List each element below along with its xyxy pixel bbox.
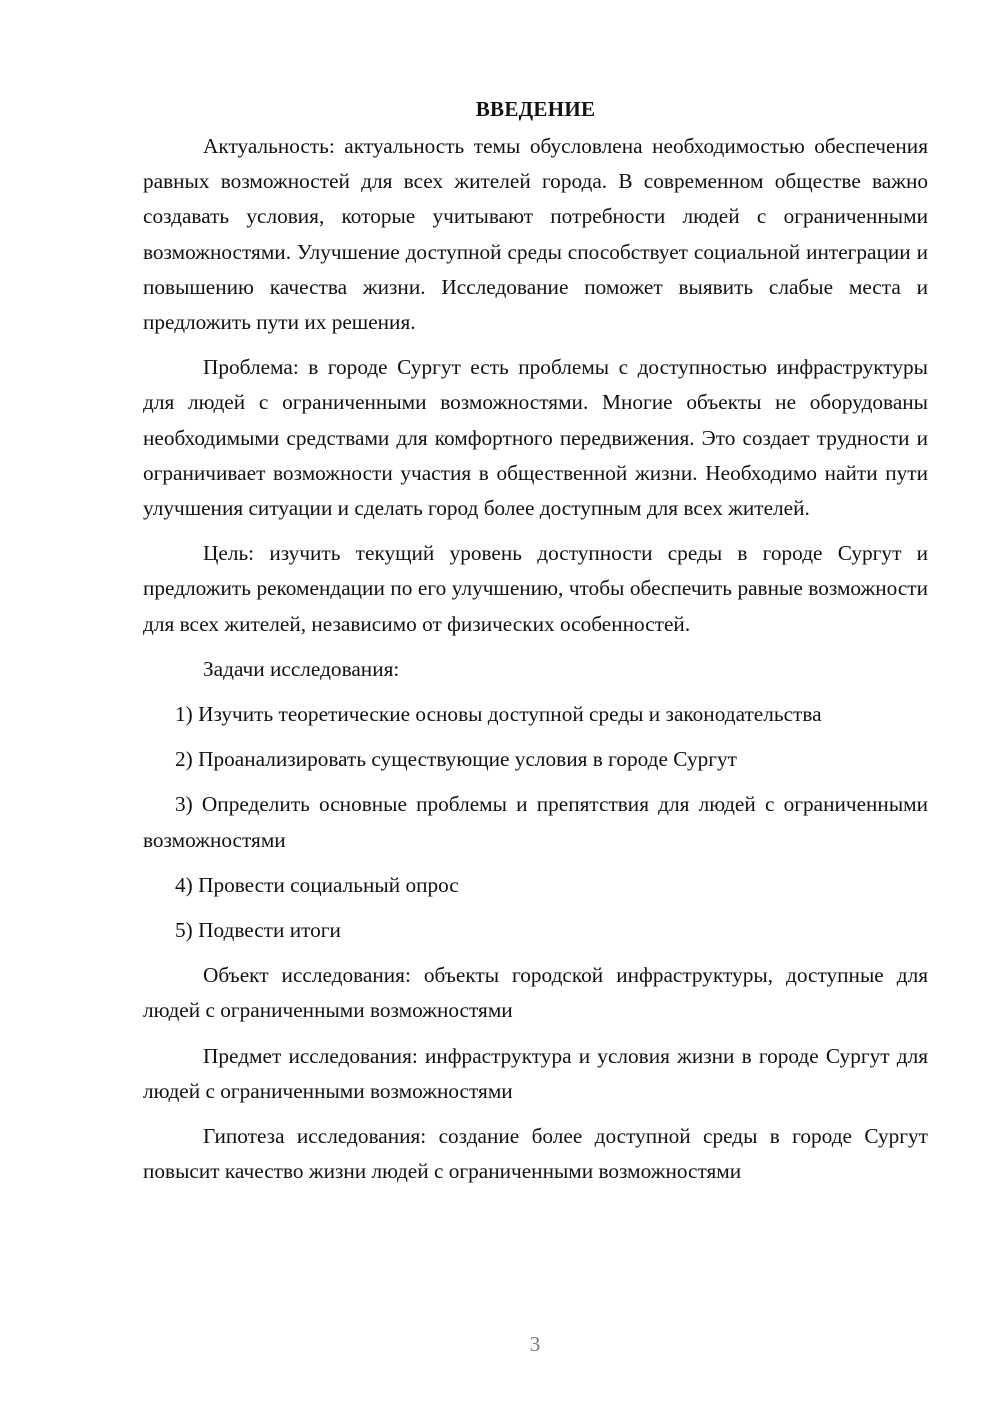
document-page <box>143 92 928 1199</box>
tasks-heading: Задачи исследования: <box>203 656 400 681</box>
section-title: ВВЕДЕНИЕ <box>475 97 596 121</box>
task-item-1: 1) Изучить теоретические основы доступной среды и законодательства <box>175 702 822 727</box>
task-item-2: 2) Проанализировать существующие условия в городе Сургут <box>175 747 737 772</box>
page-number: 3 <box>529 1332 541 1356</box>
goal-paragraph: Цель: изучить текущий уровень доступности среды в городе Сургут и предложить рекомендации по его улучшению, чтобы обеспечить равные возможности для всех жителей, независимо от физических особенностей. <box>143 541 928 636</box>
relevance-paragraph: Актуальность: актуальность темы обусловлена необходимостью обеспечения равных возможностей для всех жителей города. В современном обществе важно создавать условия, которые учитывают потребности людей с ограниченными возможностями. Улучшение доступной среды способствует социальной интеграции и повышению качества жизни. Исследование поможет выявить слабые места и предложить пути их решения. <box>143 134 928 335</box>
task-item-4: 4) Провести социальный опрос <box>175 872 459 897</box>
problem-paragraph: Проблема: в городе Сургут есть проблемы с доступностью инфраструктуры для людей с ограниченными возможностями. Многие объекты не оборудованы необходимыми средствами для комфортного передвижения. Это создает трудности и ограничивает возможности участия в общественной жизни. Необходимо найти пути улучшения ситуации и сделать город более доступным для всех жителей. <box>143 355 928 521</box>
subject-paragraph: Предмет исследования: инфраструктура и условия жизни в городе Сургут для людей с ограниченными возможностями <box>143 1043 928 1103</box>
task-item-3: 3) Определить основные проблемы и препятствия для людей с ограниченными возможностями <box>143 792 928 852</box>
task-item-5: 5) Подвести итоги <box>175 918 341 943</box>
hypothesis-paragraph: Гипотеза исследования: создание более доступной среды в городе Сургут повысит качество жизни людей с ограниченными возможностями <box>143 1124 928 1184</box>
object-paragraph: Объект исследования: объекты городской инфраструктуры, доступные для людей с ограниченными возможностями <box>143 963 928 1023</box>
